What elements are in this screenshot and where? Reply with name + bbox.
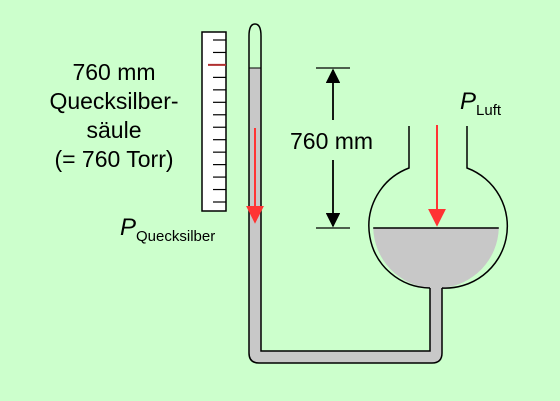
column-caption	[28, 58, 200, 174]
air-pressure-symbol: P	[460, 88, 477, 115]
mercury-in-flask	[373, 228, 499, 288]
caption-line-2: Quecksilber-	[49, 88, 179, 114]
air-pressure-subscript: Luft	[476, 102, 502, 119]
scale-ruler	[202, 32, 226, 211]
air-pressure-label	[460, 88, 502, 119]
tube-outer-wall	[249, 36, 442, 363]
mercury-pressure-symbol: P	[120, 214, 137, 241]
mercury-in-tube	[249, 68, 442, 363]
caption-line-1: 760 mm	[72, 59, 156, 85]
mercury-pressure-label	[120, 214, 216, 245]
tube-inner-wall	[249, 24, 430, 351]
height-label: 760 mm	[290, 128, 374, 154]
caption-line-4: (= 760 Torr)	[54, 146, 174, 172]
caption-line-3: säule	[86, 117, 142, 143]
mercury-pressure-subscript: Quecksilber	[136, 228, 216, 245]
